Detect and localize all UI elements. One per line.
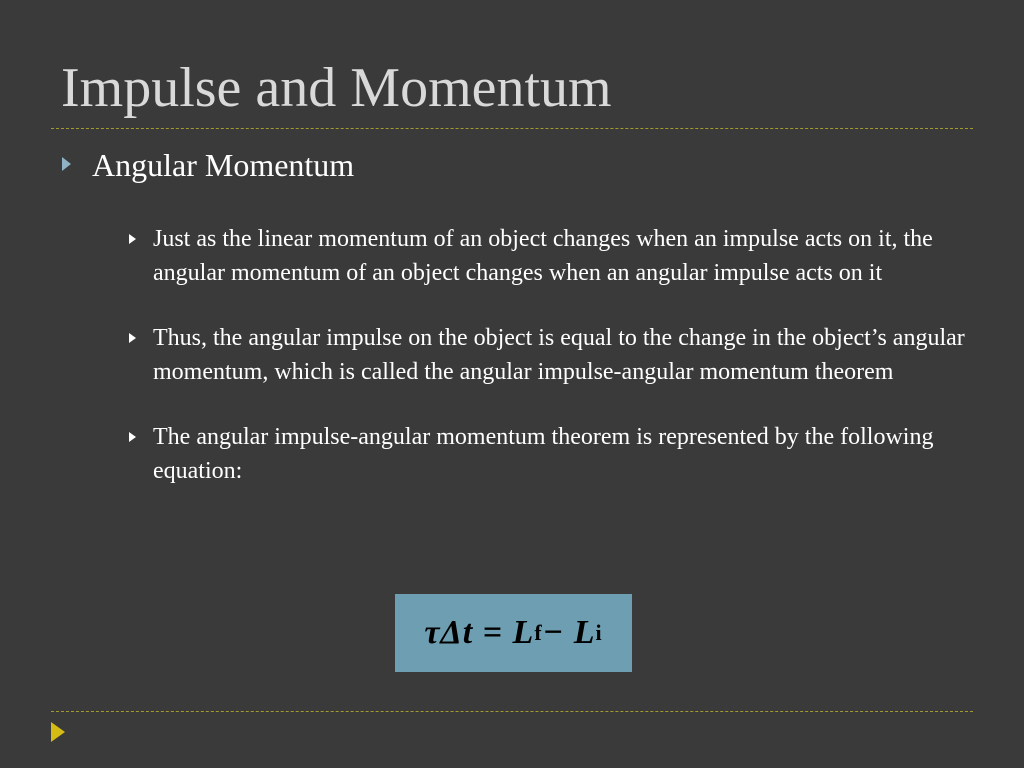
- bullet-arrow-icon: [129, 234, 136, 244]
- title-divider: [51, 128, 973, 129]
- footer-triangle-icon: [51, 722, 65, 742]
- bullet-item: [129, 222, 979, 290]
- bullet-text: Just as the linear momentum of an object changes when an impulse acts on it, the angular momentum of an object changes when an angular impulse acts on it: [153, 226, 933, 286]
- level1-bullet: [62, 145, 354, 185]
- equation-subscript-i: i: [595, 620, 603, 645]
- bullet-text: The angular impulse-angular momentum theorem is represented by the following equation:: [153, 424, 934, 484]
- equation-lhs: τΔt = L: [424, 614, 535, 651]
- equation-minus: − L: [542, 614, 596, 651]
- footer-divider: [51, 711, 973, 712]
- bullet-arrow-icon: [129, 333, 136, 343]
- slide-title: Impulse and Momentum: [61, 57, 612, 119]
- bullet-item: [129, 420, 979, 488]
- equation-subscript-f: f: [534, 620, 543, 645]
- bullet-arrow-icon: [62, 157, 71, 171]
- equation-box: [395, 594, 632, 672]
- bullet-list: [129, 222, 979, 519]
- bullet-item: [129, 321, 979, 389]
- level1-bullet-text: Angular Momentum: [92, 147, 355, 183]
- bullet-arrow-icon: [129, 432, 136, 442]
- bullet-text: Thus, the angular impulse on the object is equal to the change in the object’s angular momentum, which is called the angular impulse-angular momentum theorem: [153, 325, 965, 385]
